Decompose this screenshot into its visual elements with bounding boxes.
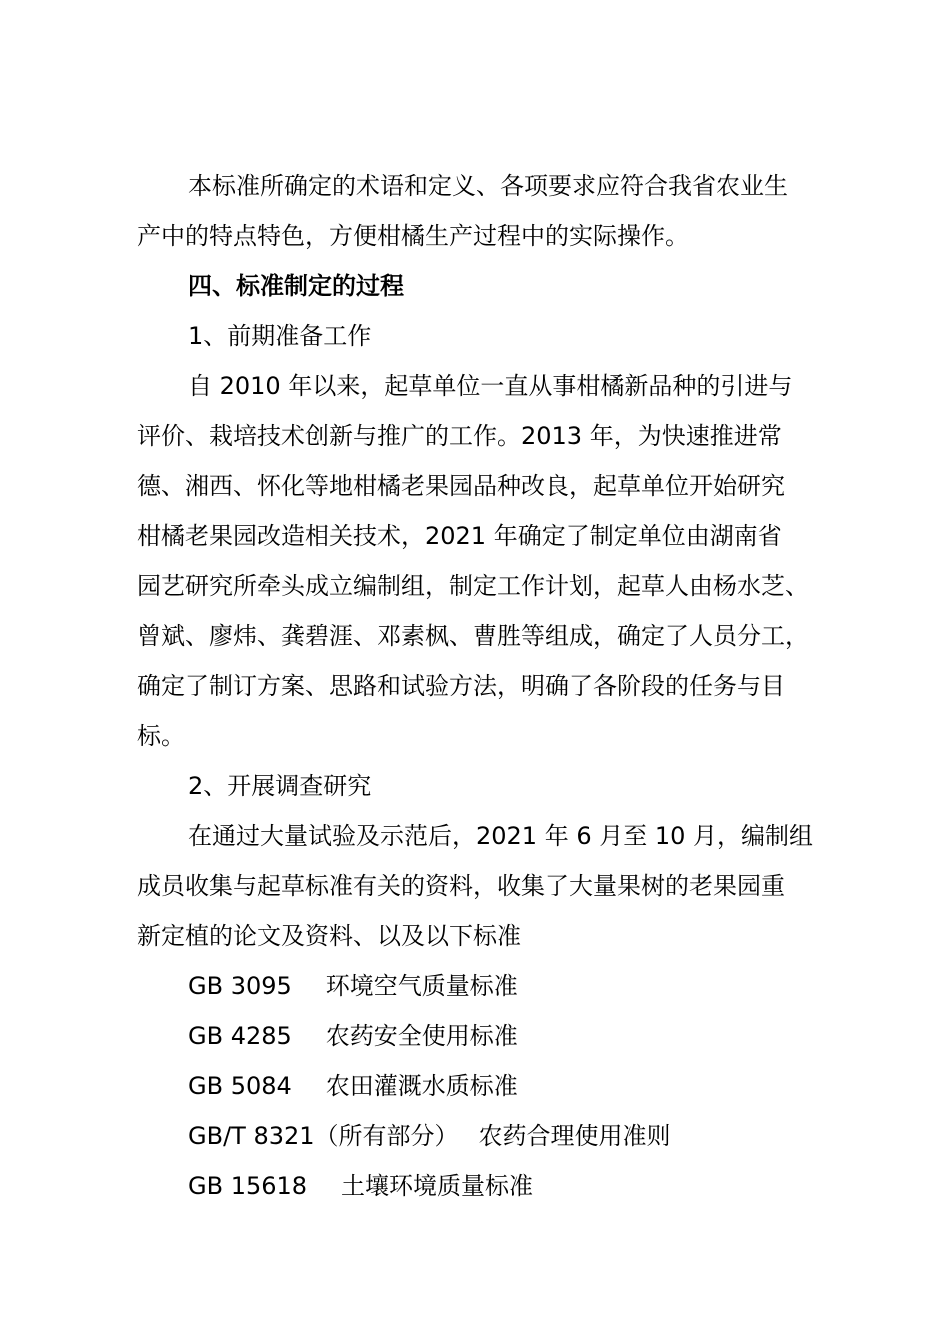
standard-item (137, 1018, 847, 1068)
paragraph-line: 新定植的论文及资料、以及以下标准 (137, 922, 521, 950)
standard-item (137, 968, 847, 1018)
paragraph-line: 评价、栽培技术创新与推广的工作。2013 年，为快速推进常 (137, 422, 782, 450)
paragraph-line: 曾斌、廖炜、龚碧涯、邓素枫、曹胜等组成，确定了人员分工， (137, 622, 809, 650)
standard-name: 农田灌溉水质标准 (325, 1072, 518, 1100)
standard-item (137, 1168, 847, 1218)
standard-name: 农药安全使用标准 (325, 1022, 518, 1050)
standard-code: GB 3095 (188, 972, 292, 1000)
paragraph-line: 自 2010 年以来，起草单位一直从事柑橘新品种的引进与 (188, 372, 793, 400)
standard-code: GB 4285 (188, 1022, 292, 1050)
section-heading: 四、标准制定的过程 (188, 272, 404, 300)
standard-item (137, 1118, 847, 1168)
subsection-heading: 1、前期准备工作 (188, 322, 372, 350)
standard-item (137, 1068, 847, 1118)
paragraph-line: 德、湘西、怀化等地柑橘老果园品种改良，起草单位开始研究 (137, 472, 785, 500)
standard-code: GB 5084 (188, 1072, 292, 1100)
paragraph-line: 产中的特点特色，方便柑橘生产过程中的实际操作。 (137, 222, 689, 250)
standard-code: GB 15618 (188, 1172, 308, 1200)
paragraph-line: 本标准所确定的术语和定义、各项要求应符合我省农业生 (188, 172, 788, 200)
standard-code: GB/T 8321（所有部分） (188, 1122, 459, 1150)
paragraph-line: 在通过大量试验及示范后，2021 年 6 月至 10 月，编制组 (188, 822, 814, 850)
paragraph-line: 柑橘老果园改造相关技术，2021 年确定了制定单位由湖南省 (137, 522, 782, 550)
paragraph-line: 园艺研究所牵头成立编制组，制定工作计划，起草人由杨水芝、 (137, 572, 809, 600)
document-page (137, 168, 847, 1218)
standard-name: 环境空气质量标准 (325, 972, 518, 1000)
standard-name: 土壤环境质量标准 (341, 1172, 534, 1200)
paragraph-line: 标。 (137, 722, 185, 750)
paragraph-line: 确定了制订方案、思路和试验方法，明确了各阶段的任务与目 (137, 672, 785, 700)
standard-name: 农药合理使用准则 (478, 1122, 671, 1150)
paragraph-line: 成员收集与起草标准有关的资料，收集了大量果树的老果园重 (137, 872, 785, 900)
subsection-heading: 2、开展调查研究 (188, 772, 372, 800)
